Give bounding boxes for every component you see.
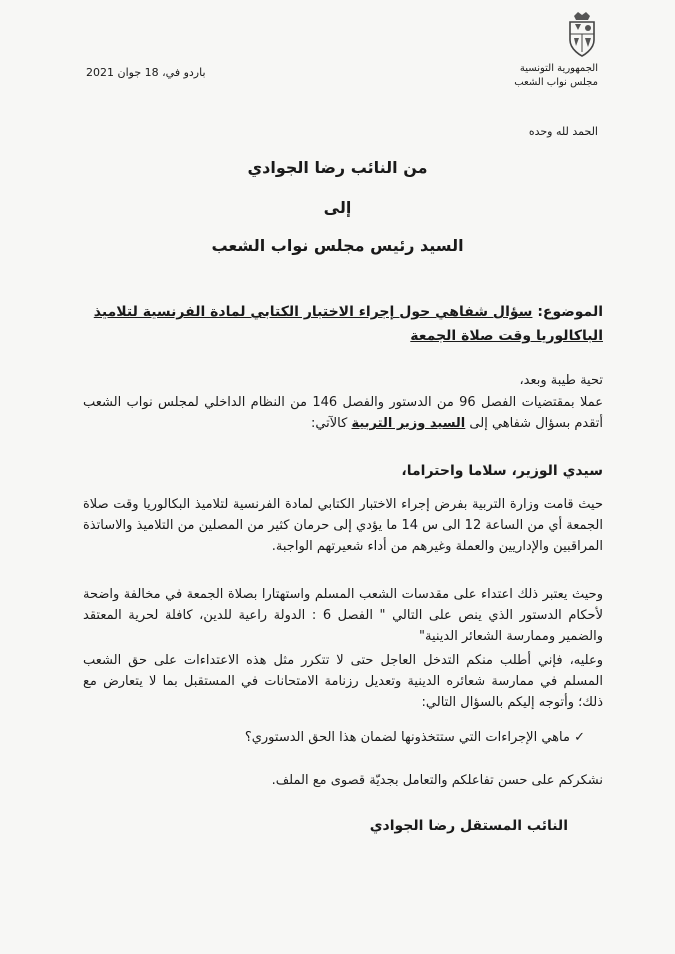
paragraph-2: حيث قامت وزارة التربية بفرض إجراء الاختبار الكتابي لمادة الفرنسية لتلاميذ البكالوريا وقت صلاة الجمعة أي من الساعة 12 الى س 14 ما يؤدي إلى حرمان كثير من المصلين من التلاميذ والاساتذة المراقبين والإداريين والعملة وغيرهم من أداء شعيرتهم الواجبة. xyxy=(83,497,603,554)
question-text: ماهي الإجراءات التي ستتخذونها لضمان هذا الحق الدستوري؟ xyxy=(244,730,570,745)
paragraph-3: وحيث يعتبر ذلك اعتداء على مقدسات الشعب المسلم واستهتارا بصلاة الجمعة في مخالفة واضحة لأحكام الدستور الذي ينص على التالي " الفصل 6 : الدولة راعية للدين، كافلة لحرية المعتقد والضمير وممارسة الشعائر الدينية" xyxy=(83,587,603,644)
subject xyxy=(83,300,603,348)
salutation: سيدي الوزير، سلاما واحتراما، xyxy=(401,463,603,479)
intro-paragraph xyxy=(83,392,603,434)
question-line xyxy=(245,730,585,745)
to-word: إلى xyxy=(323,198,352,217)
intro-text: عملا بمقتضيات الفصل 96 من الدستور والفصل 146 من النظام الداخلي لمجلس نواب الشعب أتقدم بسؤال شفاهي إلى xyxy=(83,395,603,431)
signature: النائب المستقل رضا الجوادي xyxy=(369,818,568,834)
intro-greeting: تحية طيبة وبعد، xyxy=(519,373,603,388)
tunisia-emblem-icon xyxy=(562,10,602,58)
letterhead-institution: مجلس نواب الشعب xyxy=(514,77,598,88)
praise-line: الحمد لله وحده xyxy=(528,125,598,138)
to-line: السيد رئيس مجلس نواب الشعب xyxy=(211,236,464,255)
subject-label: الموضوع: xyxy=(537,304,603,320)
paragraph-4: وعليه، فإني أطلب منكم التدخل العاجل حتى لا تتكرر مثل هذه الاعتداءات على حق الشعب المسلم في ممارسة شعائره الدينية وتعديل رزنامة الامتحانات في المستقبل بما لا يتعارض مع ذلك؛ وأتوجه إليكم بالسؤال التالي: xyxy=(83,653,603,710)
minister-name: السيد وزير التربية xyxy=(351,416,466,431)
thanks-line: نشكركم على حسن تفاعلكم والتعامل بجديّة قصوى مع الملف. xyxy=(271,773,603,788)
intro-end: كالآتي: xyxy=(310,416,348,431)
letterhead xyxy=(478,62,598,90)
place-date: باردو في، 18 جوان 2021 xyxy=(86,66,206,79)
letterhead-country: الجمهورية التونسية xyxy=(519,63,598,74)
from-line: من النائب رضا الجوادي xyxy=(247,158,428,177)
checkmark-icon: ✓ xyxy=(574,730,585,745)
subject-text: سؤال شفاهي حول إجراء الاختبار الكتابي لمادة الفرنسية لتلاميذ الباكالوريا وقت صلاة الجمعة xyxy=(93,304,603,344)
